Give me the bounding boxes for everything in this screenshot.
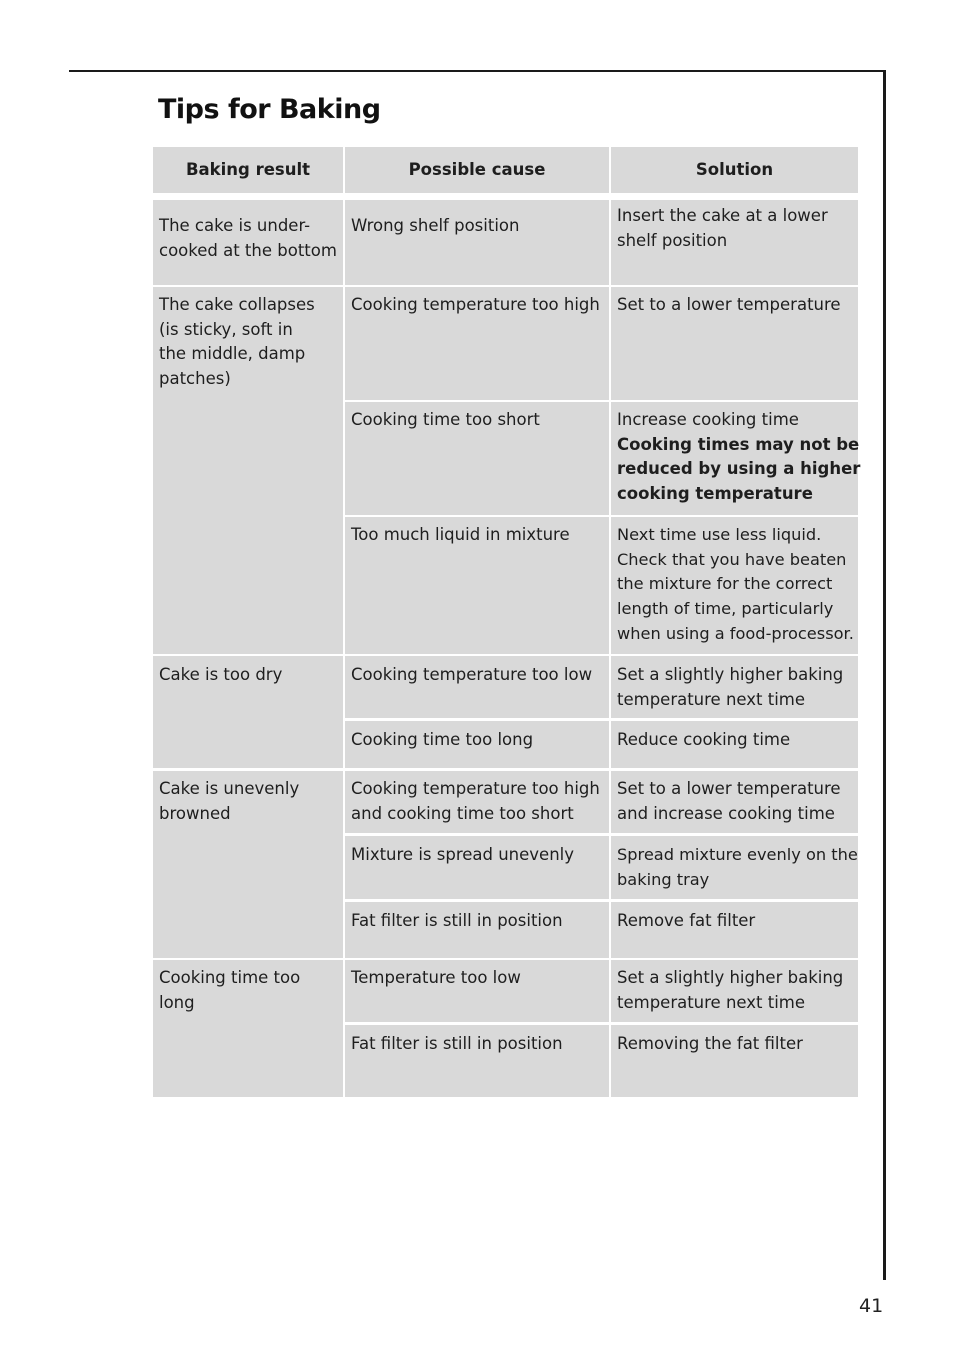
result-cell [153,960,343,1097]
cause-cell [345,721,609,768]
cause-text: and cooking time too short [351,803,574,823]
solution-text: Increase cooking time [617,410,799,429]
cause-text: Temperature too low [351,968,521,987]
cause-text: Wrong shelf position [351,216,520,235]
solution-cell [611,287,858,400]
solution-text: Set a slightly higher baking [617,665,844,684]
result-text: Cooking time too [159,968,301,987]
solution-cell [611,721,858,768]
solution-text: temperature next time [617,689,806,709]
solution-text: Reduce cooking time [617,730,791,749]
cause-cell [345,517,609,654]
cause-cell [345,960,609,1022]
cause-cell [345,287,609,400]
cause-text: Mixture is spread unevenly [351,845,575,864]
result-text: Cake is too dry [159,665,283,684]
solution-text: Next time use less liquid. [617,525,822,544]
result-text: (is sticky, soft in [159,319,293,339]
result-cell [153,771,343,958]
cause-text: Too much liquid in mixture [351,525,570,544]
solution-warning-text: Cooking times may not be [617,434,860,454]
solution-text: Set to a lower temperature [617,779,841,798]
cause-cell [345,656,609,718]
cause-cell [345,200,609,285]
cause-cell [345,402,609,515]
result-text: The cake collapses [159,295,315,314]
result-cell [153,287,343,654]
result-text: patches) [159,369,231,389]
solution-text: Spread mixture evenly on the [617,845,858,864]
result-text: browned [159,803,231,823]
cause-cell [345,1025,609,1097]
solution-warning-text: reduced by using a higher [617,459,861,479]
solution-cell [611,1025,858,1097]
solution-cell [611,902,858,958]
solution-text: Remove fat filter [617,911,756,930]
header-baking-result: Baking result [153,147,343,193]
solution-text: the mixture for the correct [617,574,833,594]
result-text: the middle, damp [159,344,306,364]
cause-cell [345,836,609,899]
right-rule [883,70,886,1280]
solution-cell [611,200,858,285]
cause-text: Cooking temperature too high [351,295,600,314]
solution-cell [611,402,861,515]
result-text: long [159,992,195,1012]
cause-cell [345,902,609,958]
solution-text: Insert the cake at a lower [617,206,828,225]
solution-text: and increase cooking time [617,803,835,823]
result-cell [153,656,343,768]
solution-text: when using a food-processor. [617,623,854,643]
solution-cell [611,836,858,899]
cause-text: Cooking temperature too low [351,665,593,684]
solution-cell [611,771,858,833]
solution-text: temperature next time [617,992,806,1012]
solution-text: Removing the fat filter [617,1034,803,1053]
top-rule [69,70,886,72]
cause-cell [345,771,609,833]
cause-text: Fat filter is still in position [351,911,563,930]
page-number: 41 [859,1295,884,1317]
page-title: Tips for Baking [158,94,381,125]
cause-text: Cooking temperature too high [351,779,600,798]
solution-text: baking tray [617,869,710,889]
solution-cell [611,960,858,1022]
result-text: cooked at the bottom [159,240,337,260]
cause-text: Cooking time too short [351,410,540,429]
cause-text: Fat filter is still in position [351,1034,563,1053]
result-text: Cake is unevenly [159,779,300,798]
header-possible-cause: Possible cause [345,147,609,193]
header-solution: Solution [611,147,858,193]
solution-text: length of time, particularly [617,599,834,619]
solution-text: Set a slightly higher baking [617,968,844,987]
solution-cell [611,517,858,654]
solution-cell [611,656,858,718]
cause-text: Cooking time too long [351,730,534,749]
solution-text: Set to a lower temperature [617,295,841,314]
solution-text: Check that you have beaten [617,549,847,569]
solution-text: shelf position [617,230,728,250]
solution-warning-text: cooking temperature [617,484,813,504]
result-cell [153,200,343,285]
result-text: The cake is under- [159,216,311,235]
